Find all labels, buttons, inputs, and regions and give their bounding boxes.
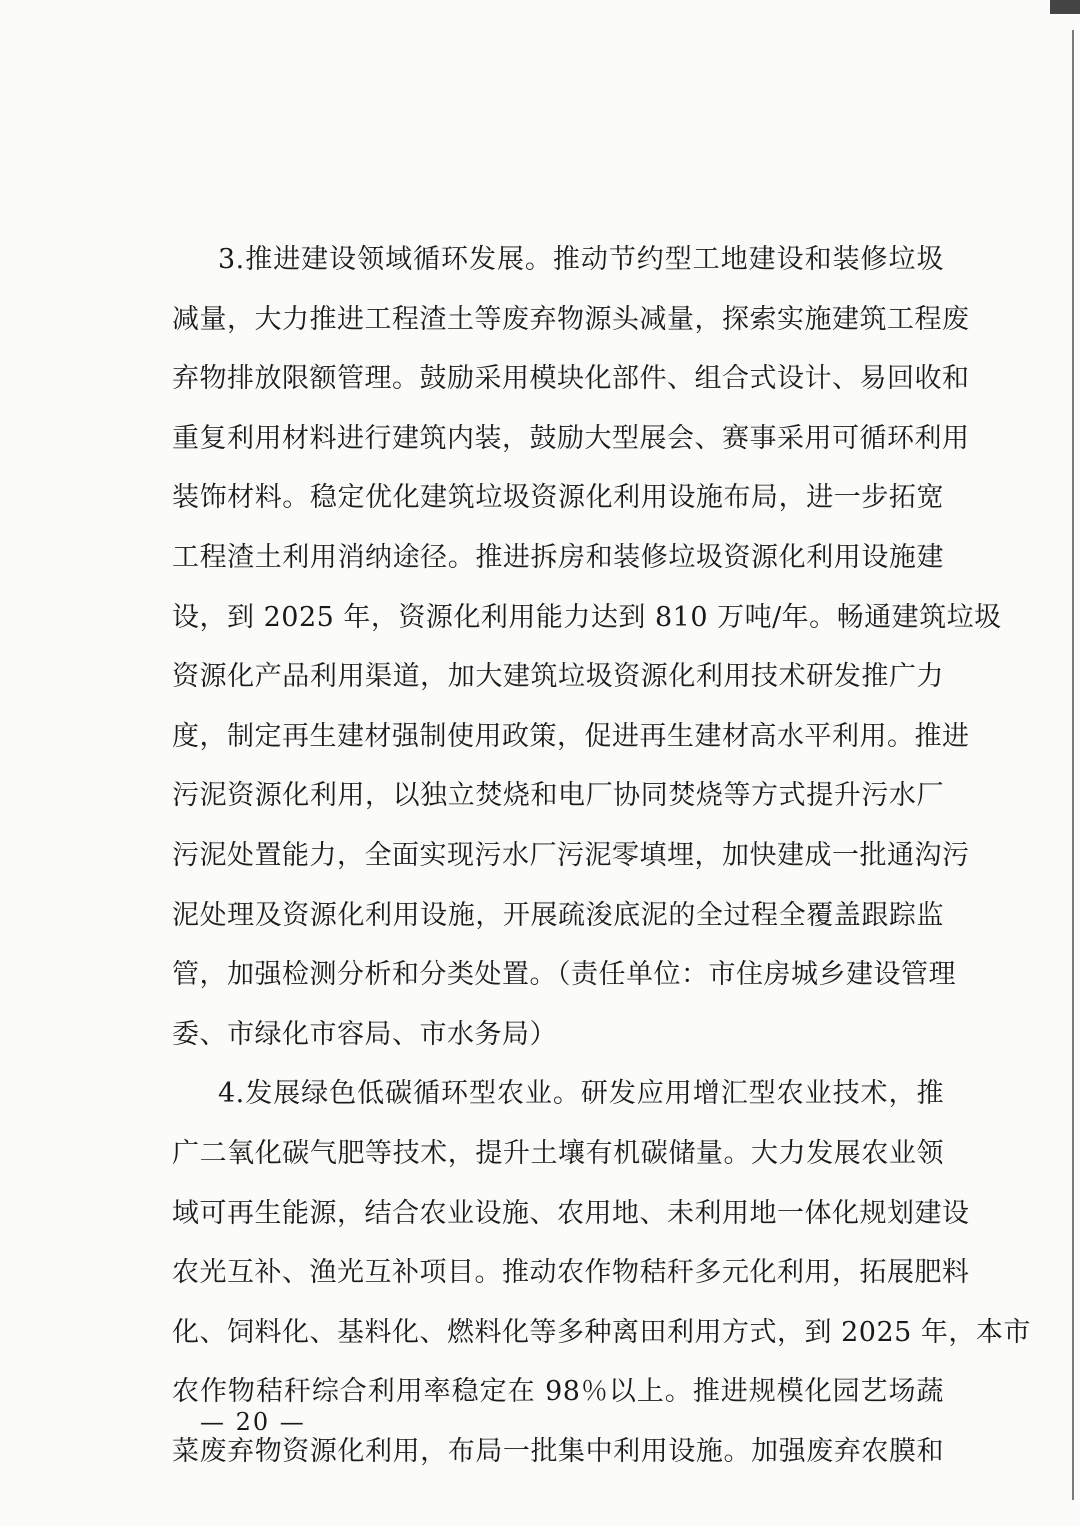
paragraph-line: 污泥资源化利用，以独立焚烧和电厂协同焚烧等方式提升污水厂 xyxy=(172,780,944,812)
scan-edge-corner xyxy=(1050,0,1080,14)
paragraph-line: 工程渣土利用消纳途径。推进拆房和装修垃圾资源化利用设施建 xyxy=(172,541,944,573)
paragraph-line: 农光互补、渔光互补项目。推动农作物秸秆多元化利用，拓展肥料 xyxy=(172,1257,970,1289)
paragraph-line: 菜废弃物资源化利用，布局一批集中利用设施。加强废弃农膜和 xyxy=(172,1435,944,1467)
paragraph-line: 装饰材料。稳定优化建筑垃圾资源化利用设施布局，进一步拓宽 xyxy=(172,482,944,514)
paragraph-line: 3.推进建设领域循环发展。推动节约型工地建设和装修垃圾 xyxy=(218,244,944,275)
paragraph-line: 弃物排放限额管理。鼓励采用模块化部件、组合式设计、易回收和 xyxy=(172,363,970,395)
paragraph-line: 污泥处置能力，全面实现污水厂污泥零填埋，加快建成一批通沟污 xyxy=(172,839,970,871)
paragraph-line: 化、饲料化、基料化、燃料化等多种离田利用方式，到 2025 年，本市 xyxy=(172,1316,1031,1348)
paragraph-line: 域可再生能源，结合农业设施、农用地、未利用地一体化规划建设 xyxy=(172,1197,970,1229)
paragraph-line: 4.发展绿色低碳循环型农业。研发应用增汇型农业技术，推 xyxy=(218,1078,944,1110)
paragraph-line: 减量，大力推进工程渣土等废弃物源头减量，探索实施建筑工程废 xyxy=(172,303,970,335)
paragraph-line: 委、市绿化市容局、市水务局） xyxy=(172,1018,557,1050)
paragraph-line: 度，制定再生建材强制使用政策，促进再生建材高水平利用。推进 xyxy=(172,720,970,752)
paragraph-line: 资源化产品利用渠道，加大建筑垃圾资源化利用技术研发推广力 xyxy=(172,661,944,693)
paragraph-line: 重复利用材料进行建筑内装，鼓励大型展会、赛事采用可循环利用 xyxy=(172,422,970,454)
paragraph-line: 广二氧化碳气肥等技术，提升土壤有机碳储量。大力发展农业领 xyxy=(172,1137,944,1169)
paragraph-line: 泥处理及资源化利用设施，开展疏浚底泥的全过程全覆盖跟踪监 xyxy=(172,899,944,931)
body-text xyxy=(172,230,1031,1481)
paragraph-line: 设，到 2025 年，资源化利用能力达到 810 万吨/年。畅通建筑垃圾 xyxy=(172,601,1002,633)
paragraph-line: 农作物秸秆综合利用率稳定在 98％以上。推进规模化园艺场蔬 xyxy=(172,1376,944,1408)
paragraph-line: 管，加强检测分析和分类处置。（责任单位：市住房城乡建设管理 xyxy=(172,959,956,991)
scan-edge-line xyxy=(1072,30,1074,1500)
page-number: — 20 — xyxy=(200,1408,306,1436)
